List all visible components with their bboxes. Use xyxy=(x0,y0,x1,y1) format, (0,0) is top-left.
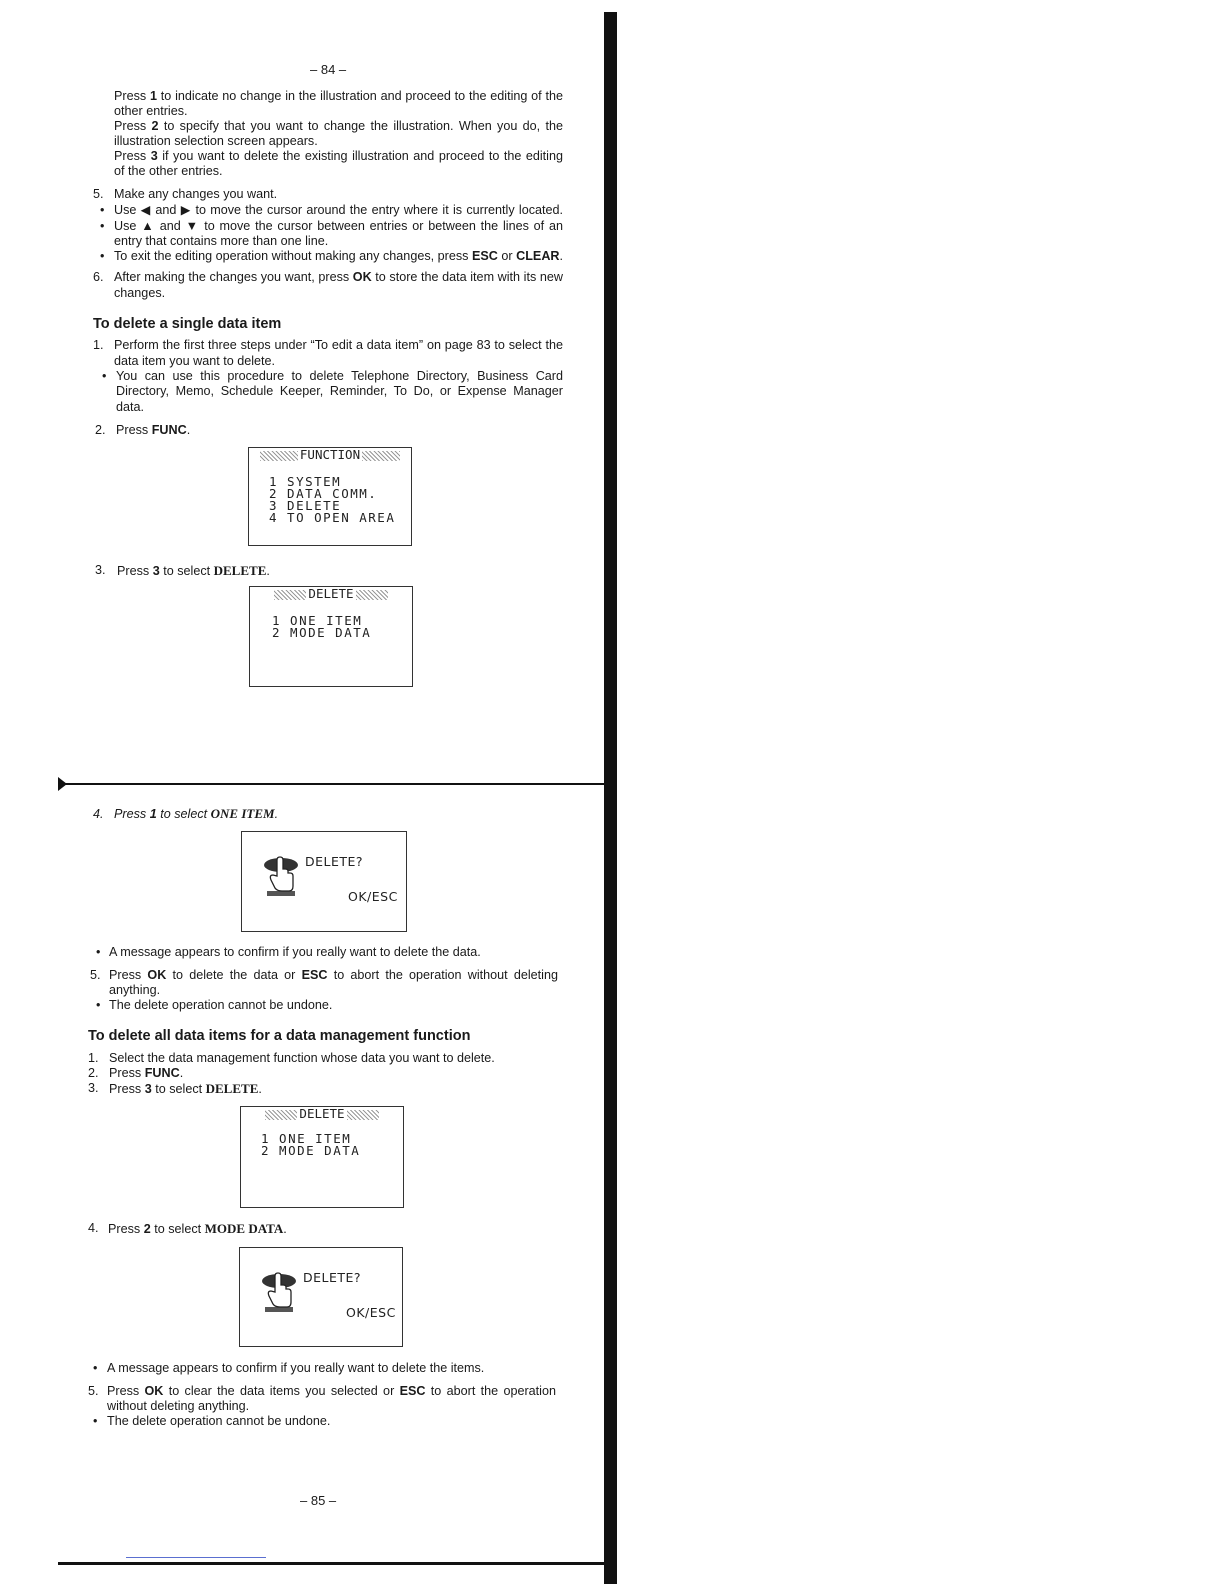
bullet: • xyxy=(93,1361,98,1375)
intro-line-4: illustration selection screen appears. xyxy=(114,134,318,148)
heading-delete-all: To delete all data items for a data management function xyxy=(88,1028,471,1044)
bullet: • xyxy=(100,219,105,233)
down-arrow-icon: ▼ xyxy=(185,219,200,233)
a4-number: 4. xyxy=(88,1221,99,1235)
bullet: • xyxy=(100,249,105,263)
step-5-bullet-2: Use ▲ and ▼ to move the cursor between entries or between the lines of an xyxy=(114,219,563,233)
bullet: • xyxy=(96,998,101,1012)
delete-screen-2-title: DELETE xyxy=(245,1108,399,1121)
confirm-screen-2 xyxy=(239,1247,403,1347)
a1-number: 1. xyxy=(88,1051,99,1065)
left-arrow-icon: ◀ xyxy=(140,203,152,217)
bullet: • xyxy=(100,203,105,217)
a3-number: 3. xyxy=(88,1081,99,1095)
function-screen xyxy=(248,447,412,546)
confirm-prompt-1: DELETE? xyxy=(305,854,364,869)
step-5-bullet-2-cont: entry that contains more than one line. xyxy=(114,234,329,248)
bullet: • xyxy=(93,1414,98,1428)
delete-menu-items-1: 1 ONE ITEM 2 MODE DATA xyxy=(272,613,372,640)
bullet-confirm-items: A message appears to confirm if you really want to delete the items. xyxy=(107,1361,485,1375)
confirm-options-1: OK/ESC xyxy=(348,889,398,904)
s1-number: 1. xyxy=(93,338,104,352)
s5-cont: anything. xyxy=(109,983,161,997)
right-scan-edge xyxy=(604,12,617,1584)
page-number-top: – 84 – xyxy=(310,62,347,77)
function-menu-items: 1 SYSTEM 2 DATA COMM. 3 DELETE 4 TO OPEN AREA xyxy=(269,474,396,525)
bullet: • xyxy=(102,369,107,383)
bullet-cannot-undo: The delete operation cannot be undone. xyxy=(109,998,333,1012)
step-6-text: After making the changes you want, press OK to store the data item with its new xyxy=(114,270,563,284)
s4-text: 4. Press 1 to select ONE ITEM. xyxy=(93,806,279,821)
intro-line-1: Press 1 to indicate no change in the illustration and proceed to the editing of the xyxy=(114,89,563,103)
a3-text: Press 3 to select DELETE. xyxy=(109,1081,262,1096)
a2-number: 2. xyxy=(88,1066,99,1080)
delete-screen-2 xyxy=(240,1106,404,1208)
bottom-scan-edge xyxy=(58,1562,606,1565)
confirm-prompt-2: DELETE? xyxy=(303,1270,362,1285)
confirm-screen-1 xyxy=(241,831,407,932)
s1-line-2: data item you want to delete. xyxy=(114,354,276,368)
s5-text: Press OK to delete the data or ESC to abort the operation without deleting xyxy=(109,968,558,982)
s2-text: Press FUNC. xyxy=(116,423,191,437)
hand-pointer-icon xyxy=(260,1272,298,1312)
s3-text: Press 3 to select DELETE. xyxy=(117,563,270,578)
delete-screen-1 xyxy=(249,586,413,687)
bullet: • xyxy=(96,945,101,959)
right-arrow-icon: ▶ xyxy=(180,203,192,217)
separator-arrow-icon xyxy=(58,777,67,791)
step-5-bullet-3: To exit the editing operation without making any changes, press ESC or CLEAR. xyxy=(114,249,564,263)
s1-bullet-line-2: Directory, Memo, Schedule Keeper, Reminder, To Do, or Expense Manager xyxy=(116,384,563,398)
heading-delete-single: To delete a single data item xyxy=(93,316,282,332)
up-arrow-icon: ▲ xyxy=(141,219,155,233)
intro-line-5: Press 3 if you want to delete the existing illustration and proceed to the editing xyxy=(114,149,563,163)
function-screen-title: FUNCTION xyxy=(253,449,407,462)
intro-line-2: other entries. xyxy=(114,104,188,118)
hand-pointer-icon xyxy=(262,856,300,896)
bullet-confirm-data: A message appears to confirm if you really want to delete the data. xyxy=(109,945,481,959)
intro-line-3: Press 2 to specify that you want to change the illustration. When you do, the xyxy=(114,119,563,133)
step-6-number: 6. xyxy=(93,270,104,284)
delete-screen-1-title: DELETE xyxy=(254,588,408,601)
bottom-blue-line xyxy=(126,1557,266,1558)
page-separator-line xyxy=(60,783,606,785)
a5-number: 5. xyxy=(88,1384,99,1398)
step-5-number: 5. xyxy=(93,187,104,201)
a4-text: Press 2 to select MODE DATA. xyxy=(108,1221,287,1236)
s1-bullet-line-1: You can use this procedure to delete Telephone Directory, Business Card xyxy=(116,369,563,383)
a5-cont: without deleting anything. xyxy=(107,1399,250,1413)
bullet-cannot-undo-2: The delete operation cannot be undone. xyxy=(107,1414,331,1428)
a5-text: Press OK to clear the data items you selected or ESC to abort the operation xyxy=(107,1384,556,1398)
page-number-bottom: – 85 – xyxy=(300,1493,337,1508)
intro-block xyxy=(114,89,563,179)
a2-text: Press FUNC. xyxy=(109,1066,184,1080)
a1-text: Select the data management function whose data you want to delete. xyxy=(109,1051,495,1065)
s5-number: 5. xyxy=(90,968,101,982)
step-5-text: Make any changes you want. xyxy=(114,187,278,201)
intro-line-6: of the other entries. xyxy=(114,164,223,178)
s2-number: 2. xyxy=(95,423,106,437)
confirm-options-2: OK/ESC xyxy=(346,1305,396,1320)
step-6-cont: changes. xyxy=(114,286,166,300)
s1-line-1: Perform the first three steps under “To edit a data item” on page 83 to select the xyxy=(114,338,563,352)
step-5-bullet-1: Use ◀ and ▶ to move the cursor around the entry where it is currently located. xyxy=(114,203,564,217)
delete-menu-items-2: 1 ONE ITEM 2 MODE DATA xyxy=(261,1131,361,1158)
s3-number: 3. xyxy=(95,563,106,577)
s1-bullet-line-3: data. xyxy=(116,400,145,414)
